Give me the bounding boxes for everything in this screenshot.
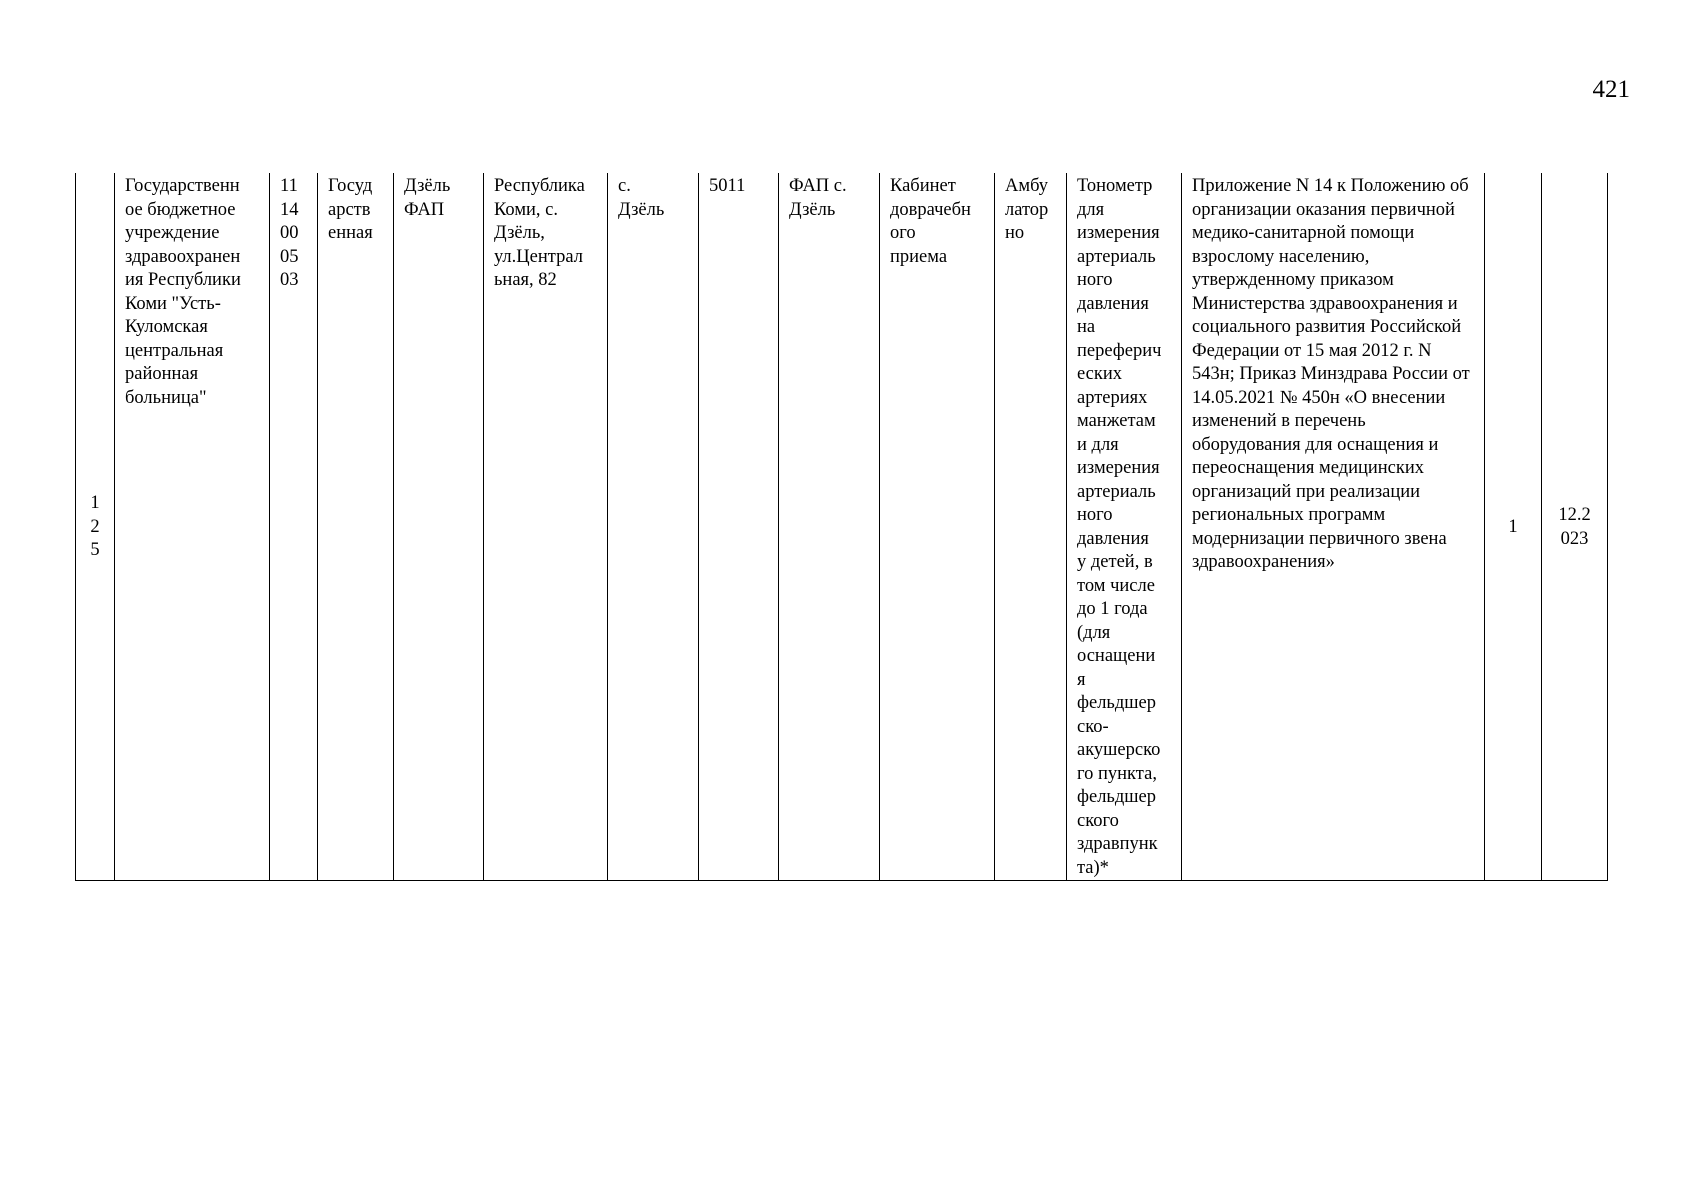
equipment-cell: Тонометр для измерения артериаль ного давления на переферич еских артериях манжетам и для измерения артериаль ного давления у детей, в том числе до 1 года (для оснащени я фельдшер ско- акушерско го пункта, фельдшер ского здравпунк та)*: [1067, 173, 1182, 881]
address-cell: Республика Коми, с. Дзёль, ул.Централ ьная, 82: [484, 173, 608, 881]
ownership-cell: Госуд арств енная: [318, 173, 394, 881]
room-cell: Кабинет доврачебн ого приема: [880, 173, 995, 881]
date-cell: 12.2 023: [1542, 173, 1608, 881]
organization-cell: Государственн ое бюджетное учреждение здравоохранен ия Республики Коми "Усть- Куломская центральная районная больница": [115, 173, 270, 881]
quantity-cell: 1: [1485, 173, 1542, 881]
row-number-cell: 1 2 5: [76, 173, 115, 881]
settlement-cell: с. Дзёль: [608, 173, 699, 881]
care-form-cell: Амбу латор но: [995, 173, 1067, 881]
population-cell: 5011: [699, 173, 779, 881]
facility-cell: ФАП с. Дзёль: [779, 173, 880, 881]
unit-name-cell: Дзёль ФАП: [394, 173, 484, 881]
page-number: 421: [1592, 76, 1630, 103]
legal-basis-cell: Приложение N 14 к Положению об организации оказания первичной медико-санитарной помощи взрослому населению, утвержденному приказом Министерства здравоохранения и социального развития Российской Федерации от 15 мая 2012 г. N 543н; Приказ Минздрава России от 14.05.2021 № 450н «О внесении изменений в перечень оборудования для оснащения и переоснащения медицинских организаций при реализации региональных программ модернизации первичного звена здравоохранения»: [1182, 173, 1485, 881]
table-row: [76, 173, 1608, 881]
equipment-table: [75, 173, 1608, 881]
ogrn-cell: 11 14 00 05 03: [270, 173, 318, 881]
